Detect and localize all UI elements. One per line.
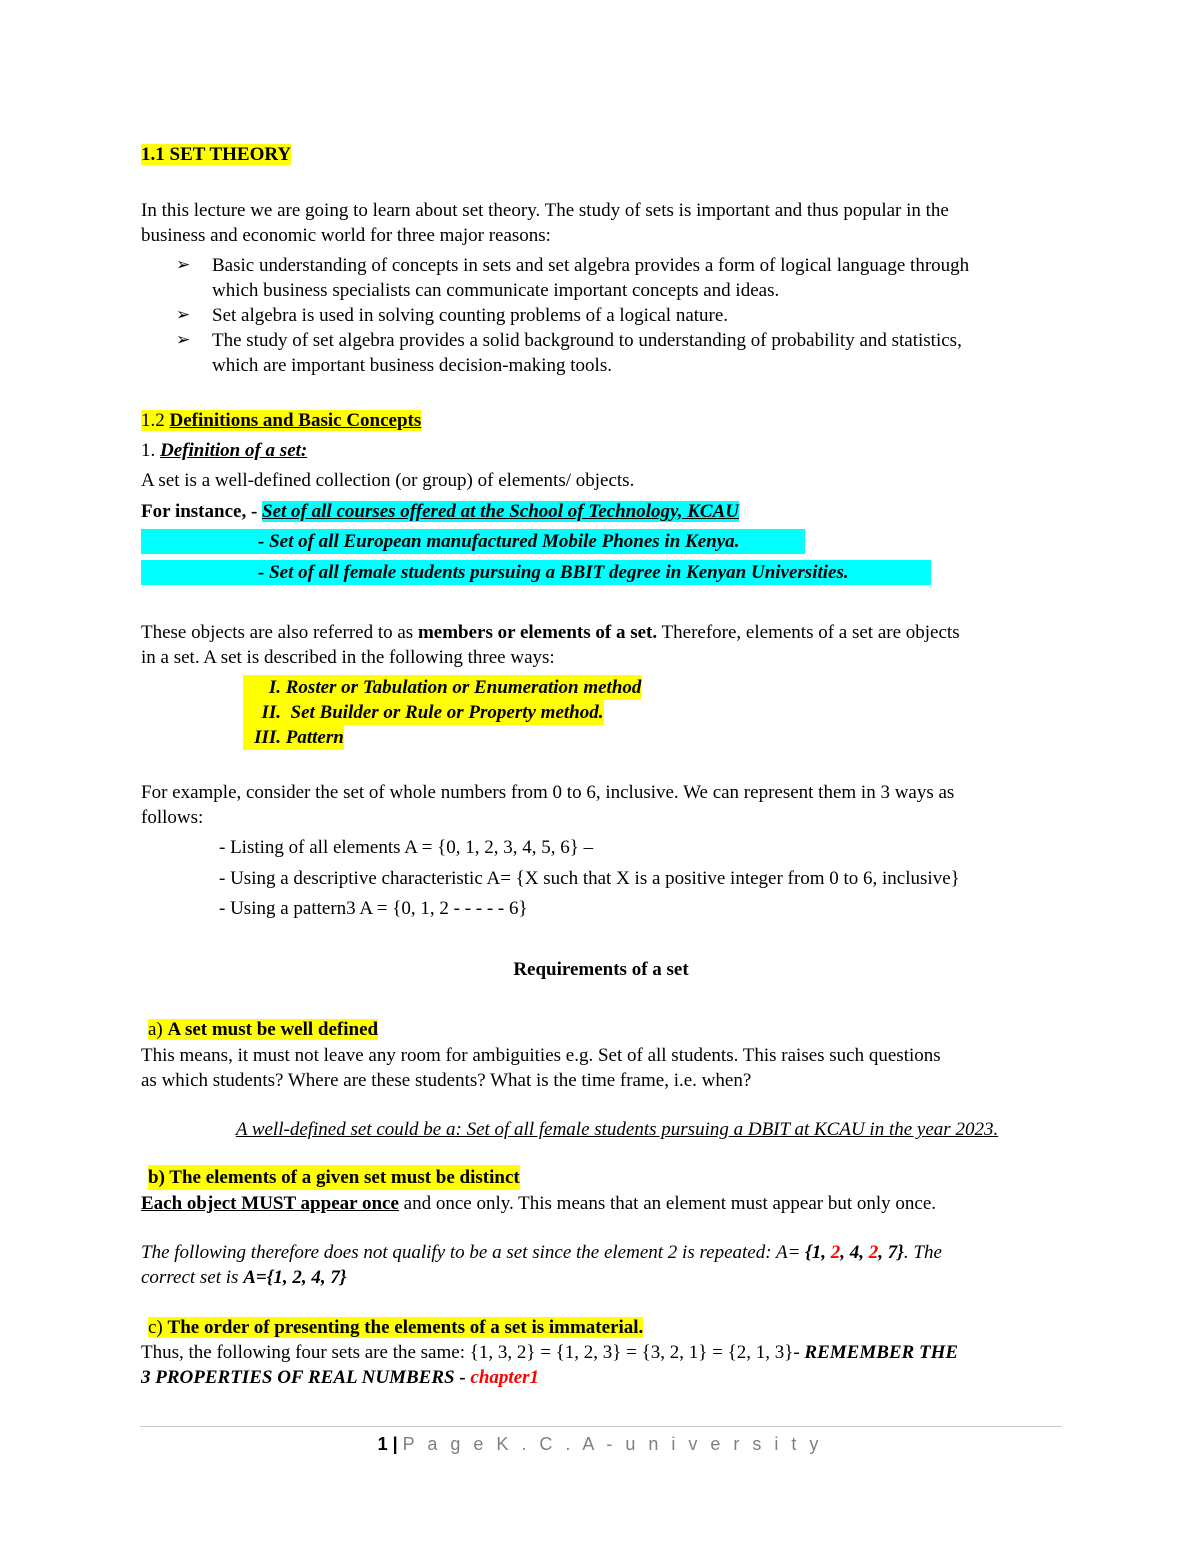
req-a-line-2: as which students? Where are these students? What is the time frame, i.e. when? (141, 1070, 752, 1091)
correct-set: A={1, 2, 4, 7} (243, 1267, 347, 1288)
method-number: I. (268, 677, 281, 698)
instance-item: - Set of all female students pursuing a BBIT degree in Kenyan Universities. (258, 562, 849, 583)
method-item (243, 700, 604, 725)
bullet-line-2: which business specialists can communicate important concepts and ideas. (212, 280, 780, 301)
instance-label: For instance, - (141, 501, 263, 522)
heading-1-1-text: 1.1 SET THEORY (141, 144, 292, 165)
definition-text: A set is a well-defined collection (or group) of elements/ objects. (141, 470, 635, 491)
set-part: , 4, (840, 1242, 869, 1263)
instance-item: Set of all courses offered at the School of Technology, KCAU (262, 501, 739, 522)
example-item: - Using a descriptive characteristic A= {X such that X is a positive integer from 0 to 6, inclusive} (219, 868, 960, 889)
req-a-letter: a) (148, 1019, 168, 1040)
method-number: III. (254, 727, 281, 748)
bullet-line-1: Set algebra is used in solving counting problems of a logical nature. (212, 305, 729, 326)
example-line-2: follows: (141, 807, 204, 828)
footer-separator: | (387, 1434, 403, 1454)
req-b-correct-pre: correct set is (141, 1267, 244, 1288)
footer-divider (140, 1426, 1062, 1427)
members-line-2: in a set. A set is described in the following three ways: (141, 647, 555, 668)
req-b-example-line-1 (141, 1240, 942, 1265)
req-a-title: A set must be well defined (167, 1019, 379, 1040)
method-item (243, 675, 641, 700)
footer-text: P a g e K . C . A - u n i v e r s i t y (402, 1434, 823, 1454)
definition-title: Definition of a set: (160, 440, 308, 461)
req-c-remember: REMEMBER THE (804, 1342, 959, 1363)
method-label: Pattern (285, 727, 344, 748)
method-label: Roster or Tabulation or Enumeration method (285, 677, 642, 698)
bullet-line-1: The study of set algebra provides a solid background to understanding of probability and statistics, (212, 330, 962, 351)
set-part: , 7} (878, 1242, 904, 1263)
instance-item: - Set of all European manufactured Mobile Phones in Kenya. (258, 531, 740, 552)
req-b-example-pre: The following therefore does not qualify to be a set since the element 2 is repeated: A= (141, 1242, 806, 1263)
repeated-set (805, 1242, 904, 1263)
example-item: - Listing of all elements A = {0, 1, 2, 3, 4, 5, 6} – (219, 837, 594, 858)
req-c-text: Thus, the following four sets are the same: {1, 3, 2} = {1, 2, 3} = {3, 2, 1} = {2, 1, 3}- (141, 1342, 805, 1363)
members-line-1 (141, 620, 960, 645)
req-c-line-1 (141, 1340, 958, 1365)
repeated-element: 2 (830, 1242, 841, 1263)
req-c-title: The order of presenting the elements of a set is immaterial. (167, 1317, 644, 1338)
arrow-bullet-icon: ➢ (176, 305, 191, 325)
set-part: {1, (805, 1242, 831, 1263)
heading-1-2-number: 1.2 (141, 410, 170, 431)
arrow-bullet-icon: ➢ (176, 330, 191, 350)
req-b-example-post: . The (903, 1242, 942, 1263)
section-heading-1-1 (141, 142, 291, 167)
instance-line-1 (141, 499, 739, 524)
example-line-1: For example, consider the set of whole numbers from 0 to 6, inclusive. We can represent them in 3 ways as (141, 782, 955, 803)
intro-line-1: In this lecture we are going to learn about set theory. The study of sets is important and thus popular in the (141, 200, 949, 221)
req-c-properties: 3 PROPERTIES OF REAL NUMBERS - (141, 1367, 471, 1388)
bullet-line-2: which are important business decision-making tools. (212, 355, 612, 376)
page-footer (0, 1432, 1200, 1457)
members-bold: members or elements of a set. (417, 622, 658, 643)
instance-highlight-row (141, 560, 931, 585)
members-pre: These objects are also referred to as (141, 622, 418, 643)
req-c-line-2 (141, 1365, 539, 1390)
members-post: Therefore, elements of a set are objects (657, 622, 960, 643)
definition-heading (141, 438, 307, 463)
heading-1-2-title: Definitions and Basic Concepts (169, 410, 422, 431)
req-c-chapter-ref: chapter1 (470, 1367, 540, 1388)
req-c-letter: c) (148, 1317, 168, 1338)
req-b-line (141, 1191, 936, 1216)
arrow-bullet-icon: ➢ (176, 255, 191, 275)
req-b-heading: b) The elements of a given set must be distinct (148, 1167, 520, 1188)
example-item: - Using a pattern3 A = {0, 1, 2 - - - - - 6} (219, 898, 528, 919)
definition-number: 1. (141, 440, 160, 461)
requirements-title: Requirements of a set (513, 959, 689, 980)
req-b-emphasis: Each object MUST appear once (141, 1193, 399, 1214)
req-b-example-line-2 (141, 1265, 346, 1290)
method-number: II. (261, 702, 281, 723)
section-heading-1-2 (141, 408, 421, 433)
req-a-line-1: This means, it must not leave any room for ambiguities e.g. Set of all students. This raises such questions (141, 1045, 941, 1066)
req-b-rest: and once only. This means that an element must appear but only once. (398, 1193, 937, 1214)
method-label: Set Builder or Rule or Property method. (290, 702, 604, 723)
instance-highlight-row (141, 529, 805, 554)
req-c-heading (148, 1315, 643, 1340)
page-number: 1 (377, 1434, 388, 1454)
intro-line-2: business and economic world for three major reasons: (141, 225, 551, 246)
bullet-line-1: Basic understanding of concepts in sets and set algebra provides a form of logical language through (212, 255, 970, 276)
repeated-element: 2 (868, 1242, 879, 1263)
method-item (243, 725, 344, 750)
req-a-example: A well-defined set could be a: Set of all female students pursuing a DBIT at KCAU in the year 2023. (235, 1119, 999, 1140)
req-a-heading (148, 1017, 378, 1042)
